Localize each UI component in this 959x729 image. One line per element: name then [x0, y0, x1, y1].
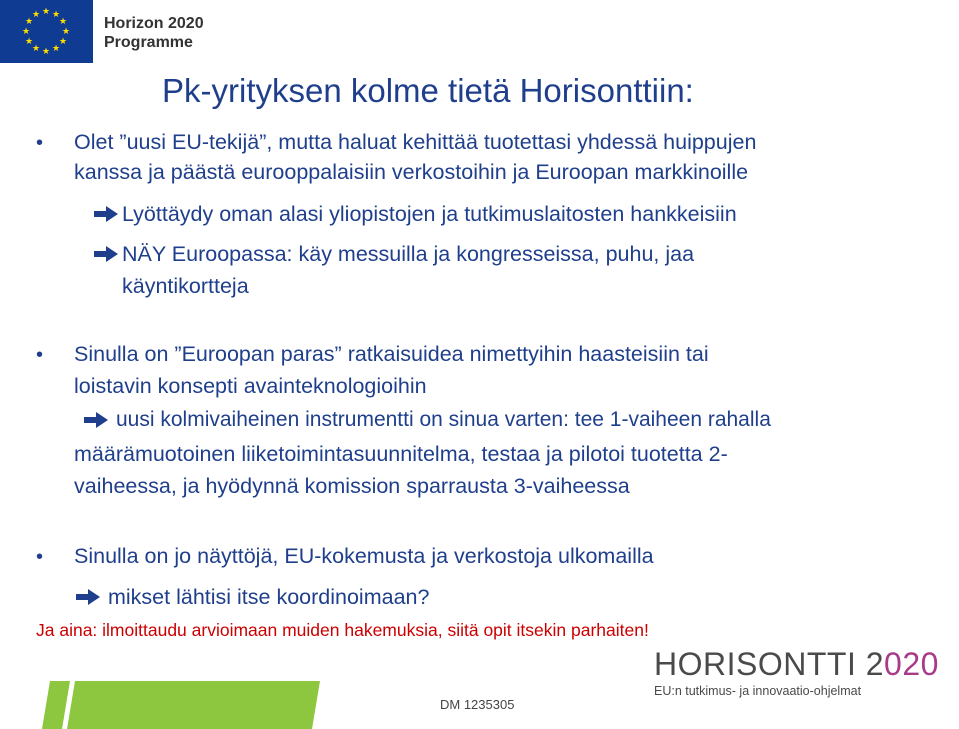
svg-text:★: ★ [21, 27, 31, 37]
svg-text:★: ★ [41, 7, 51, 17]
bullet-2-line-2: loistavin konsepti avainteknologioihin [74, 374, 427, 398]
bullet-1-sub-2-line-2: käyntikortteja [122, 274, 249, 298]
svg-text:★: ★ [51, 44, 61, 54]
bullet-3-line-1: Sinulla on jo näyttöjä, EU-kokemusta ja verkostoja ulkomailla [74, 544, 654, 568]
document-code: DM 1235305 [440, 697, 515, 712]
bullet-1-line-1: Olet ”uusi EU-tekijä”, mutta haluat kehittää tuotettasi yhdessä huippujen [74, 130, 757, 154]
horisontti-logo-text [654, 646, 939, 682]
svg-text:★: ★ [24, 17, 34, 27]
bullet-2-sub-line-2: määrämuotoinen liiketoimintasuunnitelma, testaa ja pilotoi tuotetta 2- [74, 442, 728, 466]
program-line-2: Programme [104, 34, 193, 51]
arrow-right-icon [94, 206, 118, 222]
warning-note: Ja aina: ilmoittaudu arvioimaan muiden hakemuksia, siitä opit itsekin parhaiten! [36, 620, 649, 640]
svg-text:★: ★ [31, 10, 41, 20]
bullet-dot: • [36, 344, 44, 366]
program-name [104, 14, 204, 52]
bullet-dot: • [36, 546, 44, 568]
bullet-2-sub-line-3: vaiheessa, ja hyödynnä komission sparrausta 3-vaiheessa [74, 474, 630, 498]
program-line-1: Horizon 2020 [104, 15, 204, 32]
svg-text:★: ★ [51, 10, 61, 20]
logo-subtitle: EU:n tutkimus- ja innovaatio-ohjelmat [654, 684, 862, 698]
bullet-1-sub-1: Lyöttäydy oman alasi yliopistojen ja tutkimuslaitosten hankkeisiin [122, 202, 737, 226]
decorative-stripes [0, 681, 330, 729]
svg-text:★: ★ [61, 27, 71, 37]
svg-text:★: ★ [58, 37, 68, 47]
logo-main-text: HORISONTTI 2 [654, 646, 885, 682]
bullet-1-sub-2-line-1: NÄY Euroopassa: käy messuilla ja kongresseissa, puhu, jaa [122, 242, 695, 266]
horisontti-2020-logo [654, 646, 939, 698]
arrow-right-icon [76, 589, 100, 605]
svg-text:★: ★ [58, 17, 68, 27]
svg-text:★: ★ [41, 47, 51, 57]
bullet-dot: • [36, 132, 44, 154]
bullet-2-line-1: Sinulla on ”Euroopan paras” ratkaisuidea nimettyihin haasteisiin tai [74, 342, 709, 366]
bullet-3-sub-line-1: mikset lähtisi itse koordinoimaan? [108, 585, 430, 609]
eu-flag-logo [0, 0, 93, 63]
eu-stars-icon [0, 0, 93, 63]
svg-text:★: ★ [24, 37, 34, 47]
logo-year-text: 020 [884, 646, 939, 682]
bullet-2-sub-line-1: uusi kolmivaiheinen instrumentti on sinua varten: tee 1-vaiheen rahalla [116, 408, 771, 431]
arrow-right-icon [94, 246, 118, 262]
arrow-right-icon [84, 412, 108, 428]
slide-title: Pk-yrityksen kolme tietä Horisonttiin: [162, 72, 694, 109]
svg-text:★: ★ [31, 44, 41, 54]
bullet-1-line-2: kanssa ja päästä eurooppalaisiin verkostoihin ja Euroopan markkinoille [74, 160, 749, 184]
